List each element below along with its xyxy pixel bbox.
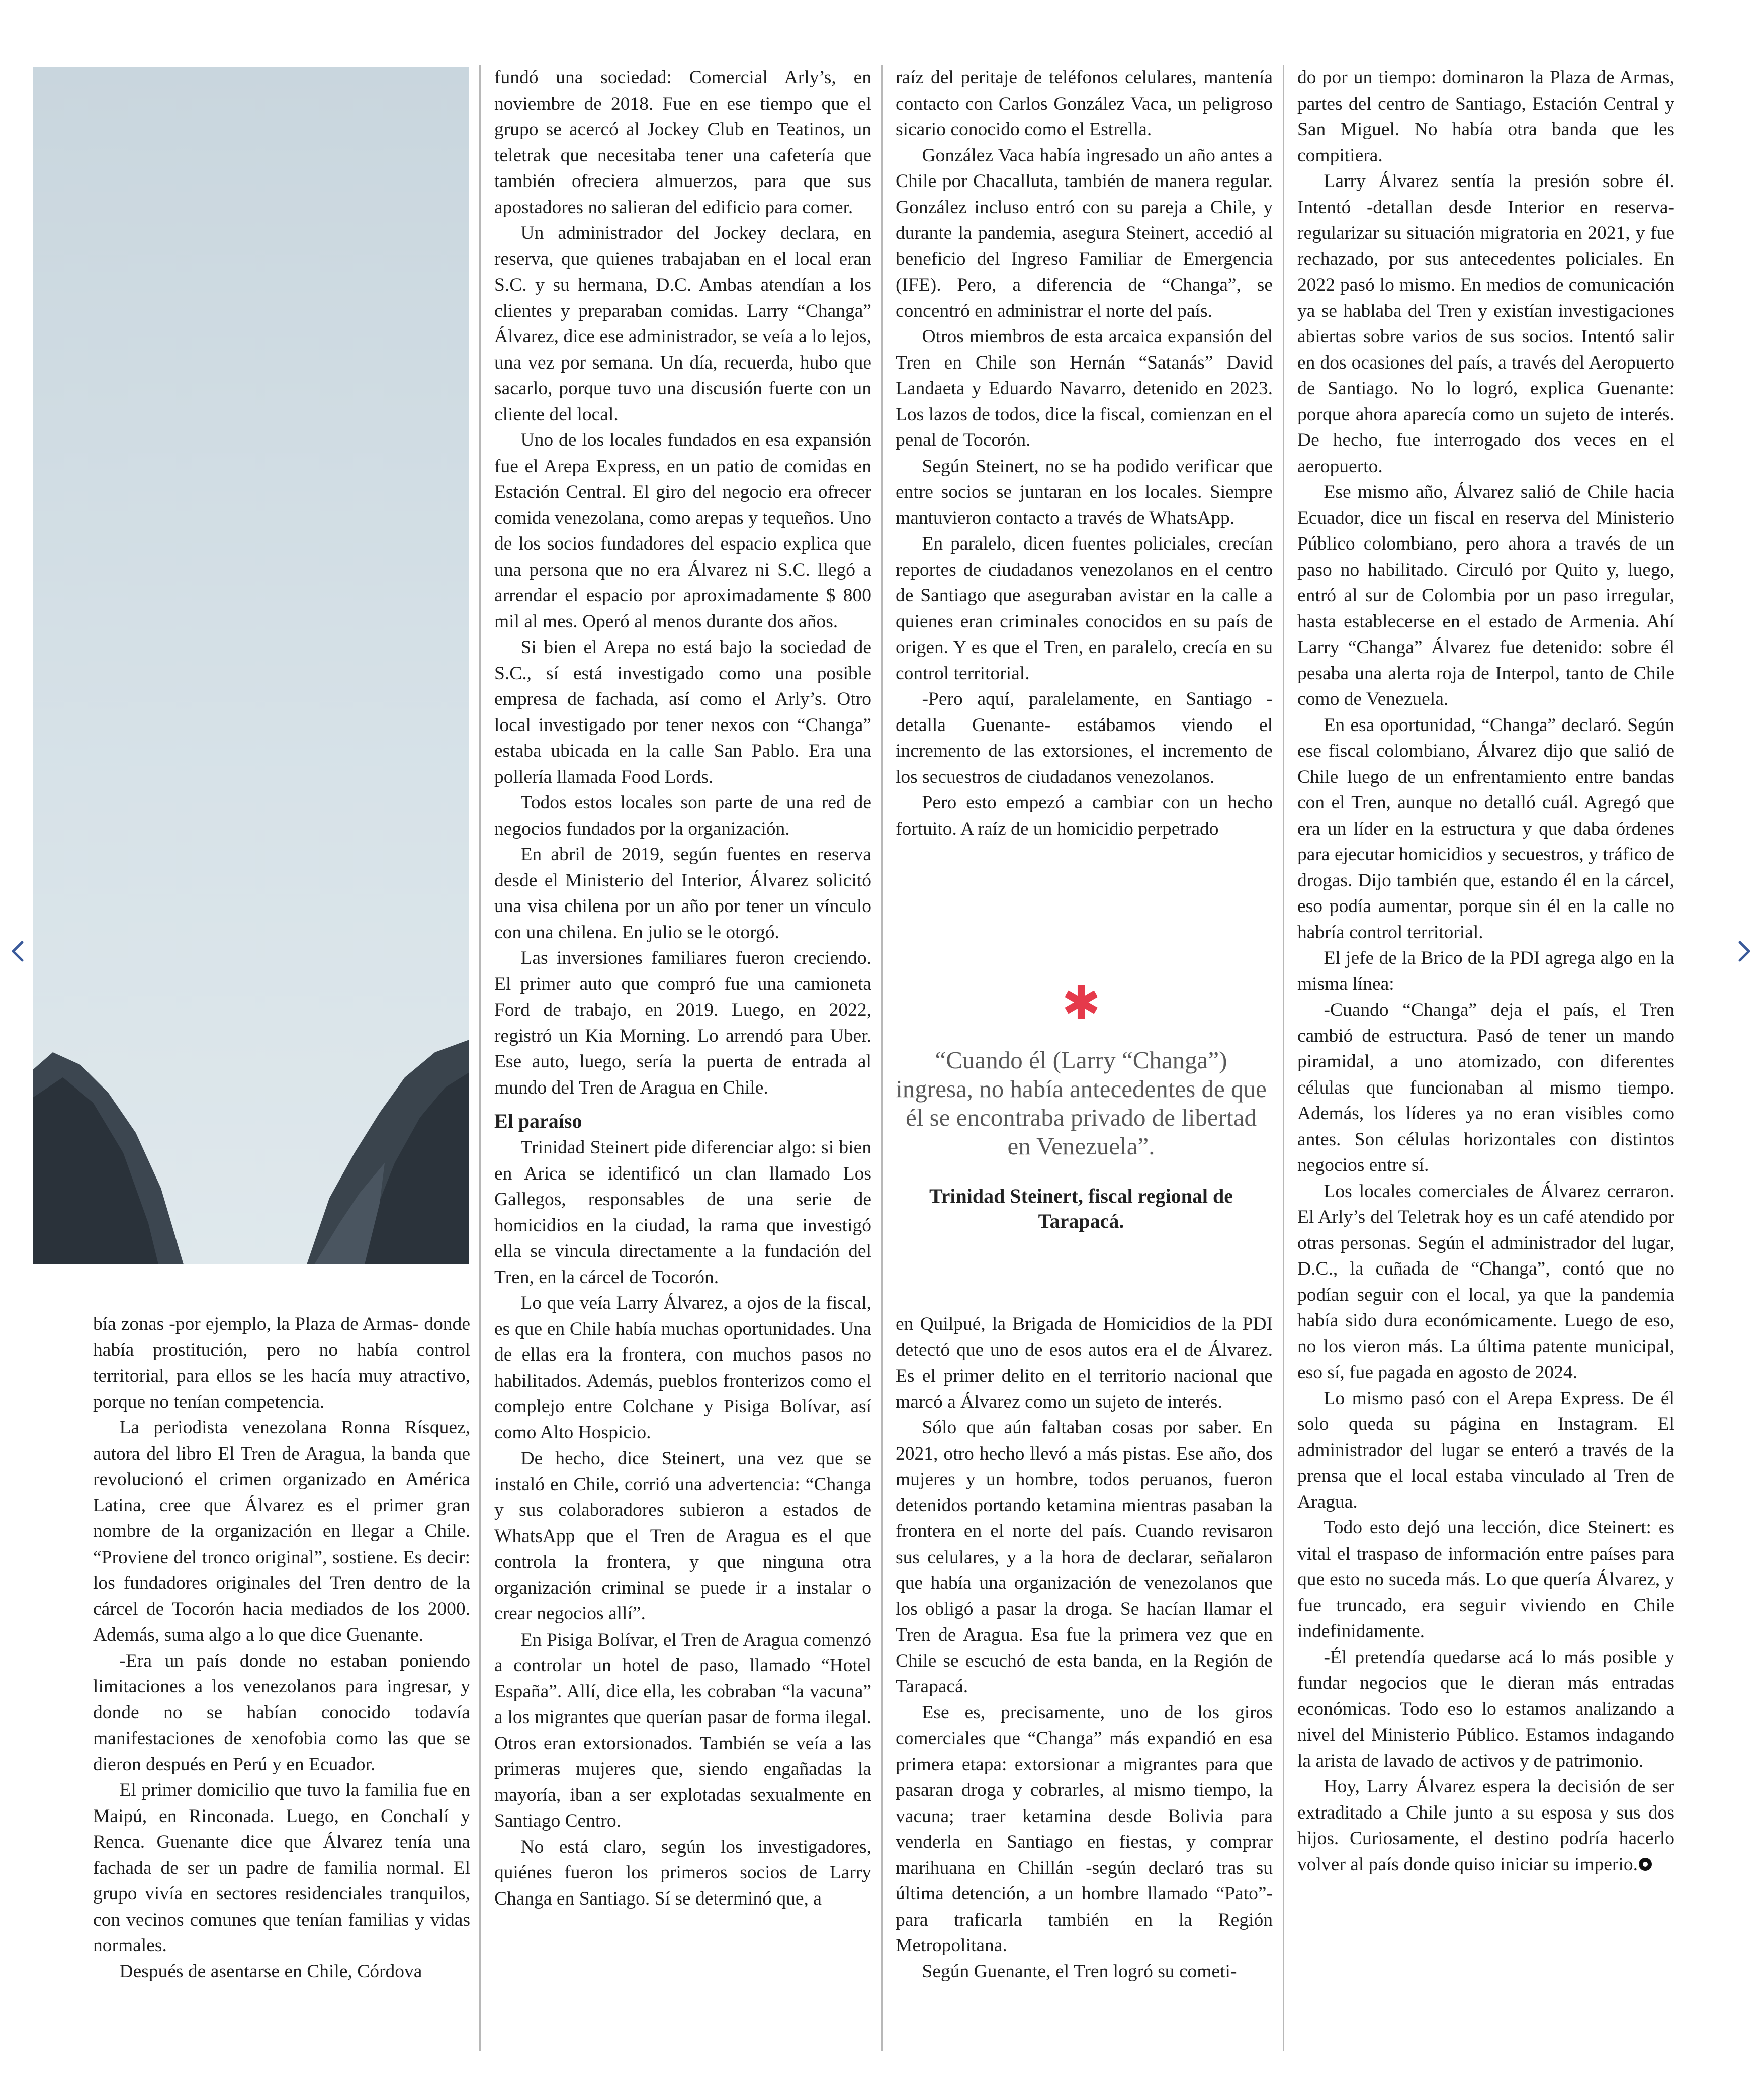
paragraph-final (1297, 1774, 1674, 1877)
paragraph: La periodista venezolana Ronna Rísquez, autora del libro El Tren de Aragua, la banda que revolucionó el crimen organizado en América Latina, cree que Álvarez es el primer gran nombre de la organización en llegar a Chile. “Proviene del tronco original”, sostiene. Es decir: los fundadores originales del Tren dentro de la cárcel de Tocorón hacia mediados de los 2000. Además, suma algo a lo que dice Guenante. (93, 1417, 470, 1645)
paragraph: Lo mismo pasó con el Arepa Express. De él solo queda su página en Instagram. El administrador del lugar se enteró a través de la prensa que el local estaba vinculado al Tren de Aragua. (1297, 1388, 1674, 1512)
end-of-article-icon (1639, 1858, 1652, 1871)
paragraph: raíz del peritaje de teléfonos celulares, mantenía contacto con Carlos González Vaca, un peligroso sicario conocido como el Estrella. (896, 67, 1273, 140)
pull-quote-text: “Cuando él (Larry “Changa”) ingresa, no había antecedentes de que él se encontraba privado de libertad en Venezuela”. (896, 1046, 1267, 1160)
paragraph: -Pero aquí, paralelamente, en Santiago -detalla Guenante- estábamos viendo el incremento de las extorsiones, el incremento de los secuestros de ciudadanos venezolanos. (896, 689, 1273, 787)
paragraph: Ese es, precisamente, uno de los giros comerciales que “Changa” más expandió en esa primera etapa: extorsionar a migrantes para que pasaran droga y cobrarles, al mismo tiempo, la vacuna; traer ketamina desde Bolivia para venderla en Santiago en fiestas, y comprar marihuana en Chillán -según declaró tras su última detención, a un hombre llamado “Pato”- para traficarla también en la Región Metropolitana. (896, 1702, 1273, 1956)
pull-quote-attribution: Trinidad Steinert, fiscal regional de Tarapacá. (929, 1185, 1233, 1232)
paragraph: Si bien el Arepa no está bajo la sociedad de S.C., sí está investigado como una posible empresa de fachada, así como el Arly’s. Otro local investigado por tener nexos con “Changa” estaba ubicada en la calle San Pablo. Era una pollería llamada Food Lords. (494, 637, 871, 787)
paragraph: El jefe de la Brico de la PDI agrega algo en la misma línea: (1297, 948, 1674, 994)
column-divider (1283, 65, 1284, 2051)
paragraph: Pero esto empezó a cambiar con un hecho fortuito. A raíz de un homicidio perpetrado (896, 792, 1273, 839)
paragraph: Todo esto dejó una lección, dice Steinert: es vital el traspaso de información entre países para que esto no suceda más. Lo que quería Álvarez, y fue truncado, era seguir viviendo en Chile indefinidamente. (1297, 1517, 1674, 1642)
previous-page-button[interactable] (7, 936, 27, 966)
paragraph: do por un tiempo: dominaron la Plaza de Armas, partes del centro de Santiago, Estación Central y San Miguel. No había otra banda que les compitiera. (1297, 67, 1674, 166)
paragraph: Otros miembros de esta arcaica expansión del Tren en Chile son Hernán “Satanás” David Landaeta y Eduardo Navarro, detenido en 2023. Los lazos de todos, dice la fiscal, comienzan en el penal de Tocorón. (896, 326, 1273, 450)
article-column-1 (93, 1311, 470, 2050)
paragraph: Después de asentarse en Chile, Córdova (119, 1961, 422, 1982)
paragraph: Según Guenante, el Tren logró su cometi- (922, 1961, 1237, 1982)
paragraph: bía zonas -por ejemplo, la Plaza de Armas- donde había prostitución, pero no había control territorial, para ellos se les hacía muy atractivo, porque no tenían competencia. (93, 1314, 470, 1412)
paragraph: Ese mismo año, Álvarez salió de Chile hacia Ecuador, dice un fiscal en reserva del Ministerio Público colombiano, pero ahora a través de un paso no habilitado. Circuló por Quito y, luego, entró al sur de Colombia por un paso irregular, hasta establecerse en el estado de Armenia. Ahí Larry “Changa” Álvarez fue detenido: sobre él pesaba una alerta roja de Interpol, tanto de Chile como de Venezuela. (1297, 482, 1674, 709)
paragraph: González Vaca había ingresado un año antes a Chile por Chacalluta, también de manera regular. González incluso entró con su pareja a Chile, y durante la pandemia, asegura Steinert, accedió al beneficio del Ingreso Familiar de Emergencia (IFE). Pero, a diferencia de “Changa”, se concentró en administrar el norte del país. (896, 145, 1273, 321)
paragraph: Uno de los locales fundados en esa expansión fue el Arepa Express, en un patio de comidas en Estación Central. El giro del negocio era ofrecer comida venezolana, como arepas y tequeños. Uno de los socios fundadores del espacio explica que una persona que no era Álvarez ni S.C. llegó a arrendar el espacio por aproximadamente $ 800 mil al mes. Operó al menos durante dos años. (494, 430, 871, 632)
column-divider (479, 65, 481, 2051)
paragraph: -Era un país donde no estaban poniendo limitaciones a los venezolanos para ingresar, y donde no se habían conocido todavía manifestaciones de xenofobia como las que se dieron después en Perú y en Ecuador. (93, 1650, 470, 1775)
paragraph: en Quilpué, la Brigada de Homicidios de la PDI detectó que uno de esos autos era el de Álvarez. Es el primer delito en el territorio nacional que marcó a Álvarez como un sujeto de interés. (896, 1314, 1273, 1412)
article-column-4 (1297, 65, 1674, 2051)
paragraph: Según Steinert, no se ha podido verificar que entre socios se juntaran en los locales. Siempre mantuvieron contacto a través de WhatsApp. (896, 456, 1273, 528)
pull-quote (895, 976, 1267, 1234)
paragraph: Todos estos locales son parte de una red de negocios fundados por la organización. (494, 792, 871, 839)
paragraph: Los locales comerciales de Álvarez cerraron. El Arly’s del Teletrak hoy es un café atendido por otras personas. Según el administrador del lugar, D.C., la cuñada de “Changa”, contó que no podían seguir con el local, ya que la pandemia había sido dura económicamente. Luego de eso, no los vieron más. La última patente municipal, eso sí, fue pagada en agosto de 2024. (1297, 1181, 1674, 1383)
paragraph: Lo que veía Larry Álvarez, a ojos de la fiscal, es que en Chile había muchas oportunidades. Una de ellas era la frontera, con muchos pasos no habilitados. Además, pueblos fronterizos como el complejo entre Colchane y Pisiga Bolívar, así como Alto Hospicio. (494, 1293, 871, 1443)
paragraph: fundó una sociedad: Comercial Arly’s, en noviembre de 2018. Fue en ese tiempo que el grupo se acercó al Jockey Club en Teatinos, un teletrak que necesitaba tener una cafetería que también ofreciera almuerzos, para que sus apostadores no salieran del edificio para comer. (494, 67, 871, 218)
paragraph: De hecho, dice Steinert, una vez que se instaló en Chile, corrió una advertencia: “Changa y sus colaboradores subieron a estados de WhatsApp que el Tren de Aragua es el que controla la frontera, y que ninguna otra organización criminal se puede ir a instalar o crear negocios allí”. (494, 1448, 871, 1624)
paragraph: En Pisiga Bolívar, el Tren de Aragua comenzó a controlar un hotel de paso, llamado “Hotel España”. Allí, dice ella, les cobraban “la vacuna” a los migrantes que querían pasar de forma ilegal. Otros eran extorsionados. También se veía a las primeras mujeres que, siendo engañadas la mayoría, iban a ser explotadas sexualmente en Santiago Centro. (494, 1629, 871, 1831)
section-heading: El paraíso (494, 1110, 582, 1132)
paragraph: -Cuando “Changa” deja el país, el Tren cambió de estructura. Pasó de tener un mando piramidal, a uno atomizado, con diferentes células que funcionaban al mismo tiempo. Además, los líderes ya no eran visibles como antes. Son células horizontales con distintos negocios entre sí. (1297, 1000, 1674, 1175)
paragraph: En paralelo, dicen fuentes policiales, crecían reportes de ciudadanos venezolanos en el centro de Santiago que aseguraban avistar en la calle a quienes eran criminales conocidos en su país de origen. Y es que el Tren, en paralelo, crecía en su control territorial. (896, 533, 1273, 684)
chevron-right-icon (1735, 936, 1755, 966)
article-photo (33, 67, 469, 1264)
paragraph: Las inversiones familiares fueron creciendo. El primer auto que compró fue una camioneta Ford de trabajo, en 2019. Luego, en 2022, registró un Kia Morning. Lo arrendó para Uber. Ese auto, luego, sería la puerta de entrada al mundo del Tren de Aragua en Chile. (494, 948, 871, 1098)
paragraph: El primer domicilio que tuvo la familia fue en Maipú, en Rinconada. Luego, en Conchalí y Renca. Guenante dice que Álvarez tenía una fachada de ser un padre de familia normal. El grupo vivía en sectores residenciales tranquilos, con vecinos comunes que tenían familias y vidas normales. (93, 1780, 470, 1956)
paragraph: Trinidad Steinert pide diferenciar algo: si bien en Arica se identificó un clan llamado Los Gallegos, responsables de una serie de homicidios en la ciudad, la rama que investigó ella se vincula directamente a la fundación del Tren, en la cárcel de Tocorón. (494, 1137, 871, 1288)
chevron-left-icon (7, 936, 27, 966)
paragraph: Un administrador del Jockey declara, en reserva, que quienes trabajaban en el local eran S.C. y su hermana, D.C. Ambas atendían a los clientes y preparaban comidas. Larry “Changa” Álvarez, dice ese administrador, se veía a lo lejos, una vez por semana. Un día, recuerda, hubo que sacarlo, porque tuvo una discusión fuerte con un cliente del local. (494, 223, 871, 425)
paragraph: Larry Álvarez sentía la presión sobre él. Intentó -detallan desde Interior en reserva- regularizar su situación migratoria en 2021, y fue rechazado, por sus antecedentes policiales. En 2022 pasó lo mismo. En medios de comunicación ya se hablaba del Tren y existían investigaciones abiertas sobre varios de sus socios. Intentó salir en dos ocasiones del país, a través del Aeropuerto de Santiago. No lo logró, explica Guenante: porque ahora aparecía como un sujeto de interés. De hecho, fue interrogado dos veces en el aeropuerto. (1297, 171, 1674, 477)
article-column-3-top (896, 65, 1273, 930)
paragraph: Sólo que aún faltaban cosas por saber. En 2021, otro hecho llevó a más pistas. Ese año, dos mujeres y un hombre, todos peruanos, fueron detenidos portando ketamina mientras pasaban la frontera en el norte del país. Cuando revisaron sus celulares, y a la hora de declarar, señalaron que había una organización de venezolanos que los obligó a pasar la droga. Se hacían llamar el Tren de Aragua. Esa fue la primera vez que en Chile se escuchó de esta banda, en la Región de Tarapacá. (896, 1417, 1273, 1697)
paragraph: No está claro, según los investigadores, quiénes fueron los primeros socios de Larry Changa en Santiago. Sí se determinó que, a (494, 1836, 871, 1909)
article-column-3-bottom (896, 1311, 1273, 2050)
article-column-2 (494, 65, 871, 2051)
paragraph: En abril de 2019, según fuentes en reserva desde el Ministerio del Interior, Álvarez solicitó una visa chilena por un año por tener un vínculo con una chilena. En julio se le otorgó. (494, 844, 871, 943)
paragraph-final-text: Hoy, Larry Álvarez espera la decisión de ser extraditado a Chile junto a su esposa y sus dos hijos. Curiosamente, el destino podría hacerlo volver al país donde quiso iniciar su imperio. (1297, 1776, 1674, 1875)
column-divider (881, 65, 883, 2051)
sky-and-rooftops-illustration (33, 67, 469, 1264)
asterisk-icon: ✱ (1062, 976, 1101, 1030)
paragraph: En esa oportunidad, “Changa” declaró. Según ese fiscal colombiano, Álvarez dijo que salió de Chile luego de un enfrentamiento entre bandas con el Tren, aunque no detalló cuál. Agregó que era un líder en la estructura y que daba órdenes para ejecutar homicidios y secuestros, y tráfico de drogas. Dijo también que, estando él en la cárcel, eso podía aumentar, porque sin él en la calle no habría control territorial. (1297, 714, 1674, 943)
next-page-button[interactable] (1735, 936, 1755, 966)
paragraph: -Él pretendía quedarse acá lo más posible y fundar negocios que le dieran más entradas económicas. Todo eso lo estamos analizando a nivel del Ministerio Público. Estamos indagando la arista de lavado de activos y de patrimonio. (1297, 1647, 1674, 1771)
